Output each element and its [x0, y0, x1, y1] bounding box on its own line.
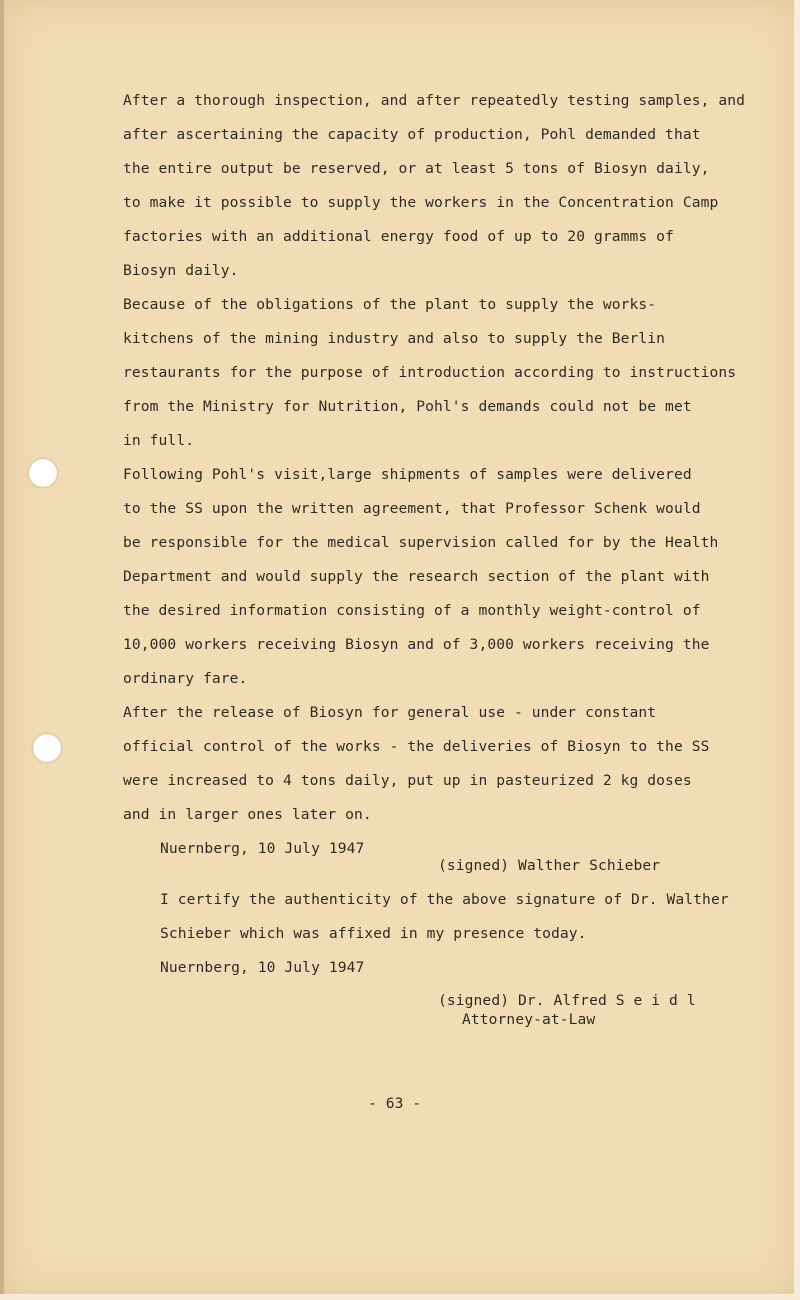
body-line: After the release of Biosyn for general use - under constant: [123, 704, 657, 721]
body-line: be responsible for the medical supervision called for by the Health: [123, 534, 719, 551]
body-line: were increased to 4 tons daily, put up in pasteurized 2 kg doses: [123, 772, 692, 789]
body-line: from the Ministry for Nutrition, Pohl's demands could not be met: [123, 398, 692, 415]
body-line: factories with an additional energy food of up to 20 gramms of: [123, 228, 674, 245]
place-date-first: Nuernberg, 10 July 1947: [160, 840, 365, 857]
body-line: to the SS upon the written agreement, that Professor Schenk would: [123, 500, 701, 517]
body-line: kitchens of the mining industry and also to supply the Berlin: [123, 330, 666, 347]
body-line: After a thorough inspection, and after repeatedly testing samples, and: [123, 92, 746, 109]
page-number: - 63 -: [368, 1095, 422, 1112]
signature-schieber: (signed) Walther Schieber: [438, 857, 661, 874]
body-line: 10,000 workers receiving Biosyn and of 3,000 workers receiving the: [123, 636, 710, 653]
place-date-second: Nuernberg, 10 July 1947: [160, 959, 365, 976]
page-edge-bottom: [0, 1294, 800, 1300]
punch-hole-lower: [33, 734, 61, 762]
certification-line: I certify the authenticity of the above signature of Dr. Walther: [160, 891, 729, 908]
body-line: in full.: [123, 432, 195, 449]
body-line: ordinary fare.: [123, 670, 248, 687]
body-line: Biosyn daily.: [123, 262, 239, 279]
body-line: and in larger ones later on.: [123, 806, 372, 823]
body-line: Because of the obligations of the plant to supply the works-: [123, 296, 657, 313]
body-line: after ascertaining the capacity of production, Pohl demanded that: [123, 126, 701, 143]
punch-hole-upper: [29, 459, 57, 487]
body-line: Following Pohl's visit,large shipments of samples were delivered: [123, 466, 692, 483]
signature-seidl: (signed) Dr. Alfred S e i d l: [438, 992, 696, 1009]
signer-title: Attorney-at-Law: [462, 1011, 596, 1028]
body-line: the entire output be reserved, or at least 5 tons of Biosyn daily,: [123, 160, 710, 177]
page-edge-left: [0, 0, 4, 1300]
body-line: official control of the works - the deliveries of Biosyn to the SS: [123, 738, 710, 755]
body-line: the desired information consisting of a monthly weight-control of: [123, 602, 701, 619]
certification-line: Schieber which was affixed in my presence today.: [160, 925, 587, 942]
body-line: Department and would supply the research section of the plant with: [123, 568, 710, 585]
page-edge-right: [794, 0, 800, 1300]
body-line: to make it possible to supply the workers in the Concentration Camp: [123, 194, 719, 211]
body-line: restaurants for the purpose of introduction according to instructions: [123, 364, 737, 381]
